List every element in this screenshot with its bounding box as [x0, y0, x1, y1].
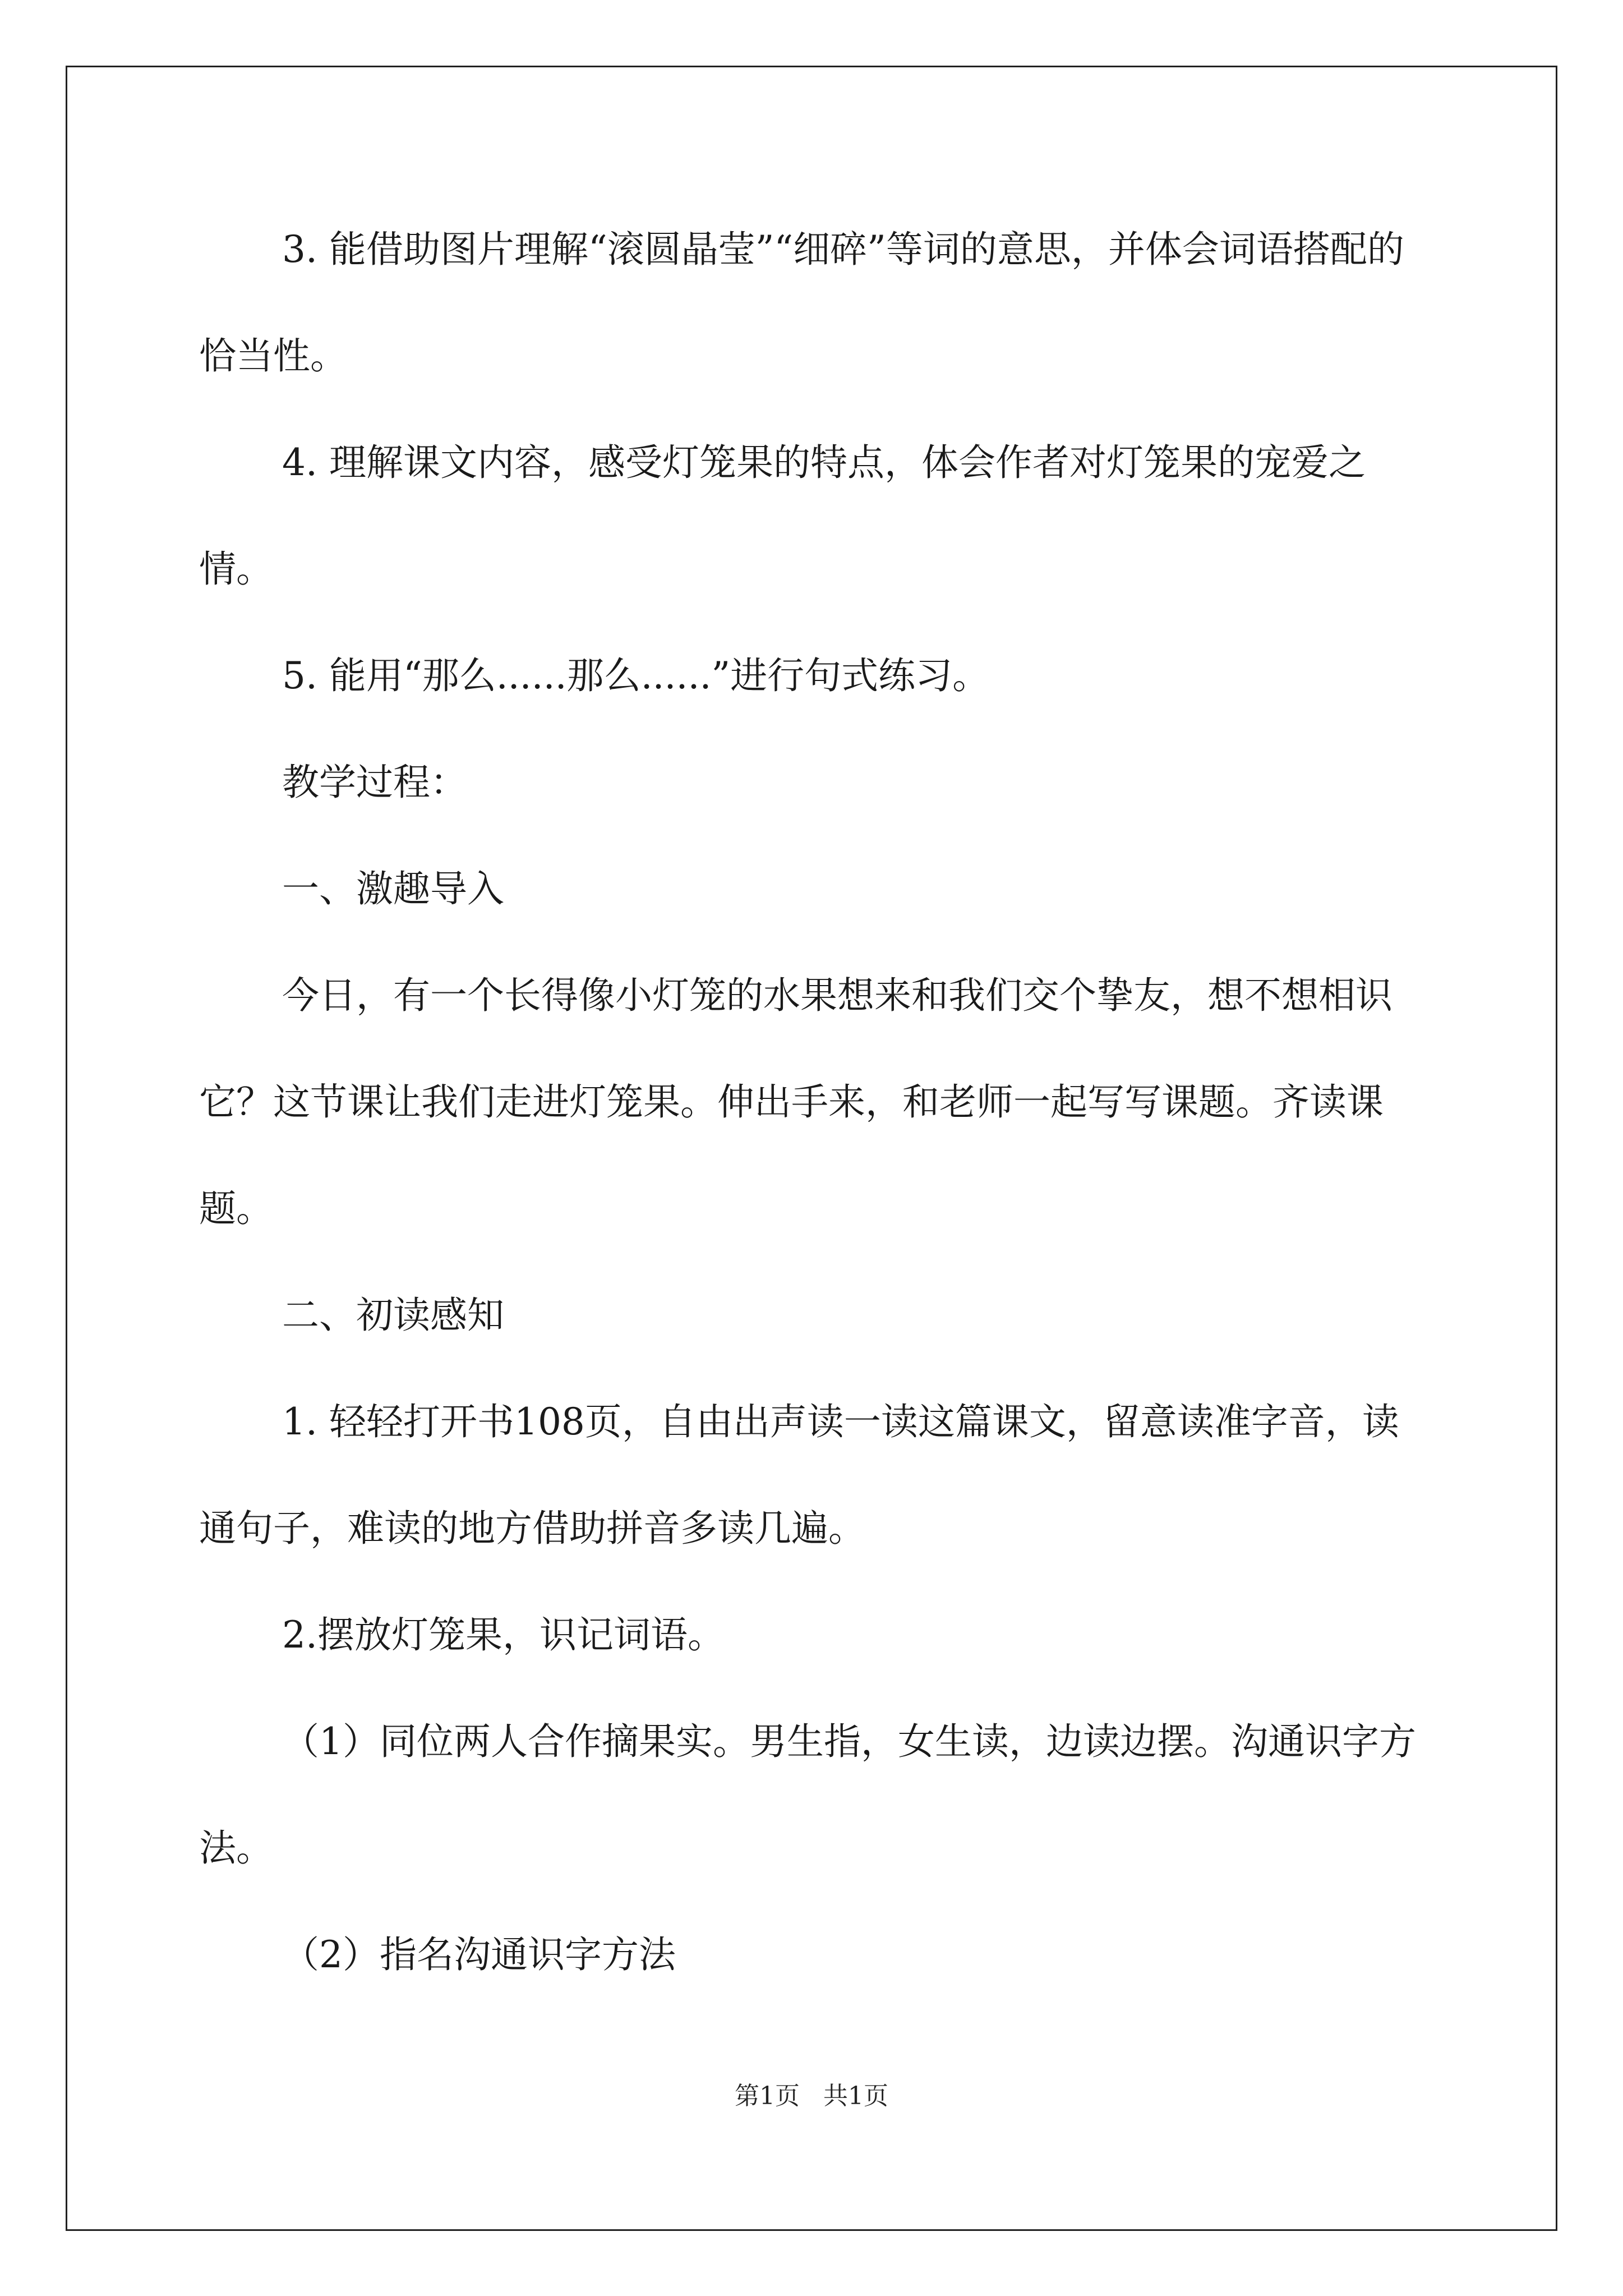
- section-heading-reading: 二、初读感知: [282, 1294, 504, 1337]
- page-footer: [0, 2076, 1623, 2111]
- page-total: 共1页: [823, 2082, 888, 2110]
- paragraph-step-1: 1. 轻轻打开书108页，自由出声读一读这篇课文，留意读准字音，读通句子，难读的地方借助拼音多读几遍。: [199, 1400, 1399, 1550]
- section-heading-intro: 一、激趣导入: [282, 867, 504, 910]
- section-heading-process: 教学过程：: [282, 761, 467, 804]
- page-number: 第1页: [735, 2082, 800, 2110]
- paragraph-goal-4: 4. 理解课文内容，感受灯笼果的特点，体会作者对灯笼果的宠爱之情。: [199, 441, 1366, 591]
- paragraph-step-2: 2.摆放灯笼果，识记词语。: [282, 1613, 725, 1657]
- paragraph-substep-1: （1）同位两人合作摘果实。男生指，女生读，边读边摆。沟通识字方法。: [199, 1720, 1416, 1870]
- paragraph-goal-5: 5. 能用“那么......那么......”进行句式练习。: [282, 654, 990, 697]
- paragraph-goal-3: 3. 能借助图片理解“滚圆晶莹”“细碎”等词的意思，并体会词语搭配的恰当性。: [199, 228, 1404, 378]
- paragraph-substep-2: （2）指名沟通识字方法: [282, 1933, 676, 1976]
- paragraph-intro: 今日，有一个长得像小灯笼的水果想来和我们交个挚友，想不想相识它？这节课让我们走进灯笼果。伸出手来，和老师一起写写课题。齐读课题。: [199, 974, 1393, 1230]
